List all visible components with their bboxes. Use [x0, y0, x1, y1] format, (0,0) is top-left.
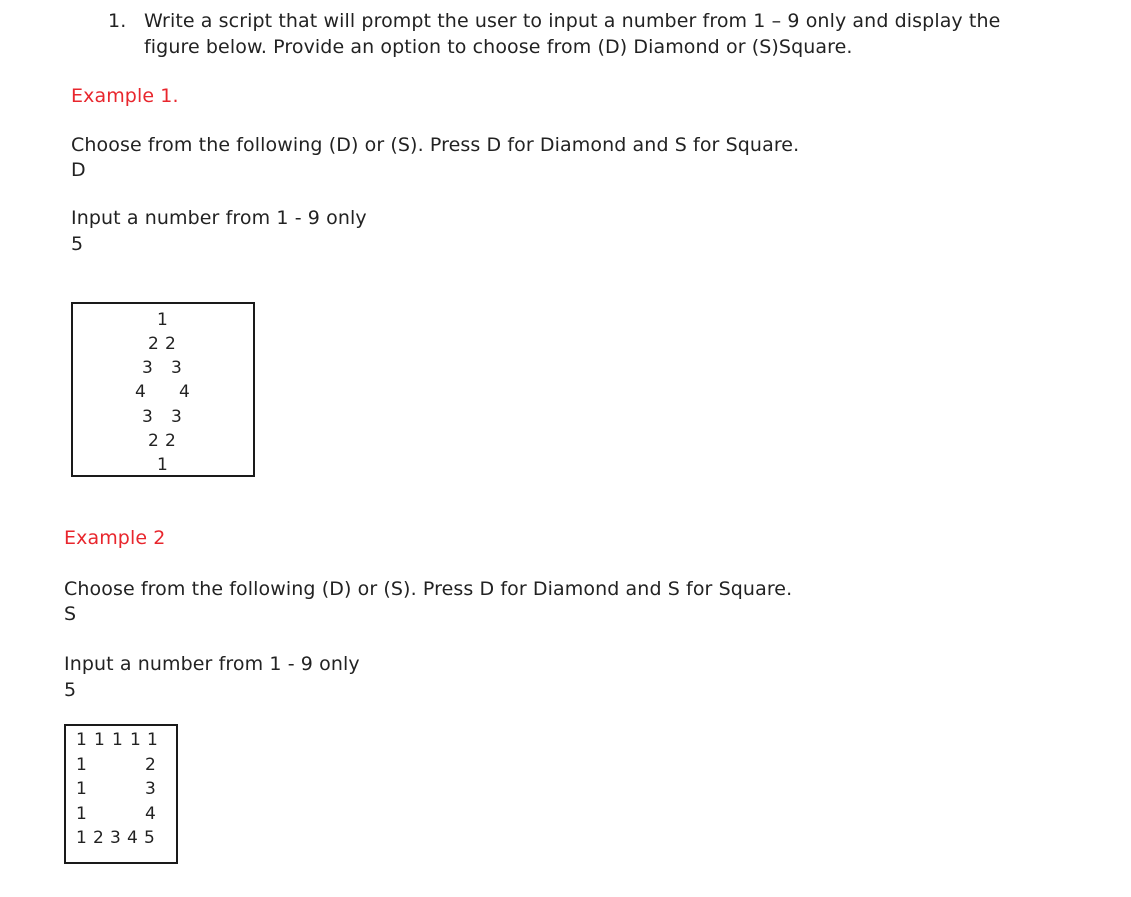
- square-figure-box: [64, 724, 178, 864]
- square-digit: 3: [145, 779, 156, 799]
- diamond-row: [73, 308, 253, 332]
- diamond-row: [73, 405, 253, 429]
- square-digit: 1: [76, 779, 87, 799]
- diamond-digit: 1: [157, 310, 168, 330]
- square-digit: 4: [145, 804, 156, 824]
- square-digit: 1: [76, 828, 87, 848]
- square-digit: 1: [76, 755, 87, 775]
- square-digit: 4: [127, 828, 138, 848]
- square-digit: 1: [147, 730, 158, 750]
- question-text-line-1: Write a script that will prompt the user to input a number from 1 – 9 only and display the: [144, 10, 1001, 32]
- question-number: 1.: [108, 10, 127, 32]
- square-digit: 2: [93, 828, 104, 848]
- diamond-row: [73, 453, 253, 477]
- example-1-choice-prompt: Choose from the following (D) or (S). Press D for Diamond and S for Square.: [71, 134, 800, 156]
- square-digit: 1: [76, 730, 87, 750]
- square-row: [66, 802, 176, 826]
- example-2-title: Example 2: [64, 527, 166, 549]
- example-1-choice-value: D: [71, 159, 86, 181]
- example-2-choice-prompt: Choose from the following (D) or (S). Press D for Diamond and S for Square.: [64, 578, 793, 600]
- example-1-title: Example 1.: [71, 85, 179, 107]
- square-digit: 1: [94, 730, 105, 750]
- example-2-number-value: 5: [64, 679, 77, 701]
- diamond-digit: 2: [165, 334, 176, 354]
- example-2-number-prompt: Input a number from 1 - 9 only: [64, 653, 360, 675]
- diamond-digit: 3: [171, 407, 182, 427]
- square-row: [66, 826, 176, 850]
- diamond-digit: 4: [179, 382, 190, 402]
- example-1-number-prompt: Input a number from 1 - 9 only: [71, 207, 367, 229]
- diamond-row: [73, 332, 253, 356]
- square-row: [66, 777, 176, 801]
- diamond-row: [73, 356, 253, 380]
- square-row: [66, 753, 176, 777]
- diamond-digit: 1: [157, 455, 168, 475]
- diamond-figure-box: [71, 302, 255, 477]
- diamond-digit: 3: [142, 407, 153, 427]
- diamond-row: [73, 380, 253, 404]
- square-digit: 1: [112, 730, 123, 750]
- diamond-digit: 3: [142, 358, 153, 378]
- square-row: [66, 728, 176, 752]
- example-2-choice-value: S: [64, 603, 77, 625]
- diamond-digit: 3: [171, 358, 182, 378]
- square-digit: 3: [110, 828, 121, 848]
- diamond-digit: 2: [148, 431, 159, 451]
- diamond-digit: 2: [148, 334, 159, 354]
- square-digit: 1: [76, 804, 87, 824]
- diamond-row: [73, 429, 253, 453]
- diamond-digit: 4: [135, 382, 146, 402]
- diamond-digit: 2: [165, 431, 176, 451]
- square-digit: 2: [145, 755, 156, 775]
- example-1-number-value: 5: [71, 233, 84, 255]
- square-digit: 5: [144, 828, 155, 848]
- question-text-line-2: figure below. Provide an option to choose from (D) Diamond or (S)Square.: [144, 36, 853, 58]
- square-digit: 1: [130, 730, 141, 750]
